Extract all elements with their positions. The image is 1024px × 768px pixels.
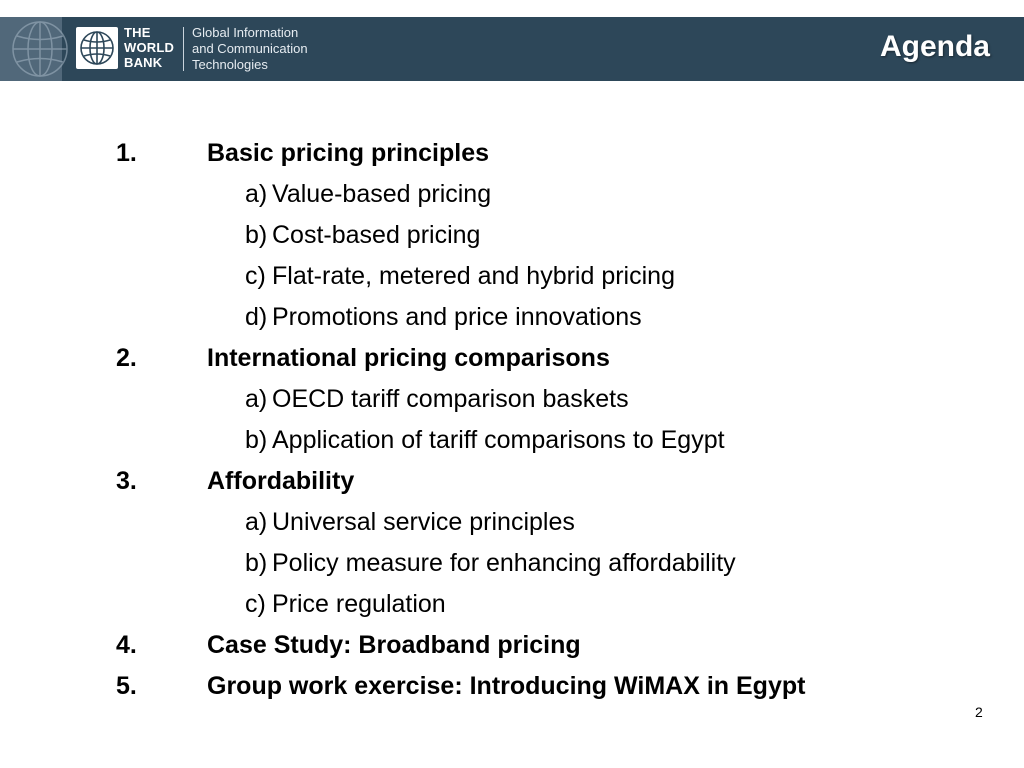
globe-icon: [79, 30, 115, 66]
agenda-item-number: 5.: [116, 672, 137, 700]
agenda-item: [116, 461, 976, 502]
agenda-item-title: Group work exercise: Introducing WiMAX in Egypt: [207, 672, 806, 700]
unit-name: [192, 25, 308, 73]
agenda-subitem-text: Universal service principles: [272, 508, 575, 536]
agenda-subitem-letter: a): [245, 508, 268, 536]
unit-line: Global Information: [192, 25, 299, 40]
agenda-list: [116, 133, 976, 707]
agenda-subitem-letter: b): [245, 221, 268, 249]
agenda-subitem: [116, 584, 976, 625]
logo-line: BANK: [124, 55, 163, 70]
agenda-subitem: [116, 297, 976, 338]
slide-title: Agenda: [879, 30, 990, 63]
logo-line: THE: [124, 25, 151, 40]
agenda-item-number: 2.: [116, 344, 137, 372]
agenda-item-title: International pricing comparisons: [207, 344, 610, 372]
agenda-subitem: [116, 379, 976, 420]
agenda-subitem: [116, 420, 976, 461]
agenda-subitem-letter: b): [245, 426, 268, 454]
agenda-subitem-letter: d): [245, 303, 268, 331]
agenda-item: [116, 666, 976, 707]
agenda-item-title: Case Study: Broadband pricing: [207, 631, 581, 659]
agenda-item-title: Basic pricing principles: [207, 139, 490, 167]
agenda-subitem: [116, 256, 976, 297]
agenda-subitem-text: Value-based pricing: [272, 180, 492, 208]
world-bank-logo: [76, 27, 118, 69]
agenda-subitem-text: Policy measure for enhancing affordability: [272, 549, 736, 577]
unit-line: and Communication: [192, 41, 308, 56]
agenda-subitem-text: Application of tariff comparisons to Egypt: [272, 426, 725, 454]
page-number: 2: [975, 704, 983, 720]
logo-wordmark: [124, 25, 174, 70]
agenda-subitem-letter: a): [245, 385, 268, 413]
agenda-subitem-text: Flat-rate, metered and hybrid pricing: [272, 262, 675, 290]
top-margin: [0, 0, 1024, 17]
agenda-item-number: 3.: [116, 467, 137, 495]
agenda-subitem-text: Price regulation: [272, 590, 446, 618]
agenda-subitem-text: Promotions and price innovations: [272, 303, 642, 331]
agenda-subitem-letter: c): [245, 590, 266, 618]
logo-line: WORLD: [124, 40, 175, 55]
agenda-subitem-letter: c): [245, 262, 266, 290]
agenda-subitem: [116, 215, 976, 256]
agenda-subitem-text: Cost-based pricing: [272, 221, 481, 249]
agenda-item: [116, 338, 976, 379]
agenda-subitem: [116, 174, 976, 215]
unit-line: Technologies: [192, 57, 268, 72]
agenda-item-number: 4.: [116, 631, 137, 659]
agenda-subitem: [116, 502, 976, 543]
agenda-subitem-letter: b): [245, 549, 268, 577]
globe-watermark-icon: [10, 19, 70, 79]
header-bar: [0, 17, 1024, 81]
agenda-item-title: Affordability: [207, 467, 355, 495]
agenda-item: [116, 133, 976, 174]
agenda-subitem: [116, 543, 976, 584]
agenda-item-number: 1.: [116, 139, 137, 167]
logo-divider: [183, 27, 184, 71]
agenda-item: [116, 625, 976, 666]
agenda-subitem-text: OECD tariff comparison baskets: [272, 385, 629, 413]
agenda-subitem-letter: a): [245, 180, 268, 208]
